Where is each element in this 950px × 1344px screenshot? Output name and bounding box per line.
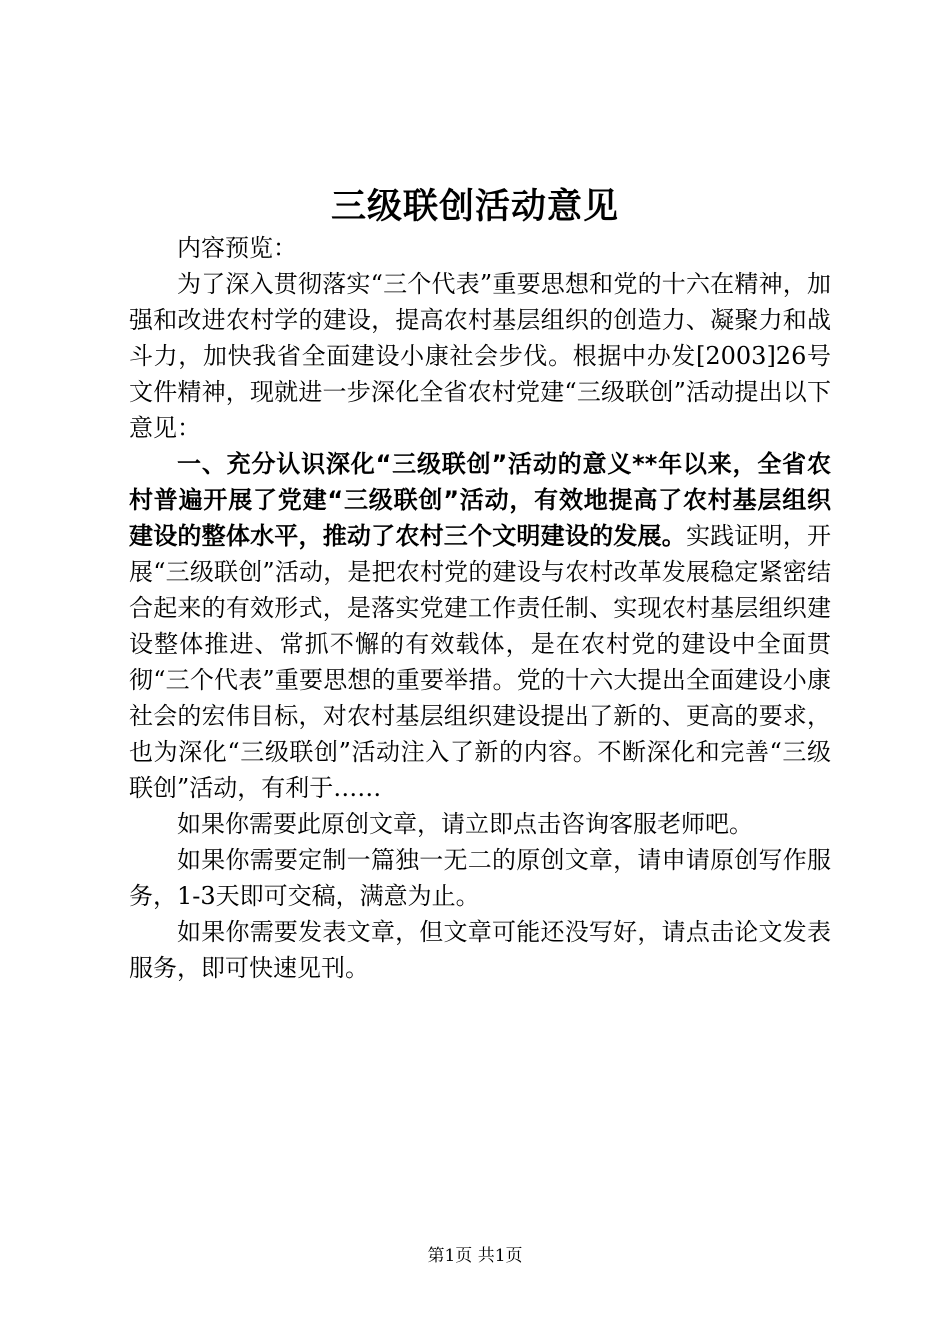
document-body	[129, 230, 831, 986]
preview-label: 内容预览：	[177, 234, 297, 262]
intro-paragraph: 为了深入贯彻落实“三个代表”重要思想和党的十六在精神，加强和改进农村学的建设，提高农村基层组织的创造力、凝聚力和战斗力，加快我省全面建设小康社会步伐。根据中办发[2003]26号文件精神，现就进一步深化全省农村党建“三级联创”活动提出以下意见：	[129, 270, 831, 442]
notice-publishing: 如果你需要发表文章，但文章可能还没写好，请点击论文发表服务，即可快速见刊。	[129, 918, 831, 982]
notice-custom-writing: 如果你需要定制一篇独一无二的原创文章，请申请原创写作服务，1-3天即可交稿，满意为止。	[129, 846, 831, 910]
section-one-heading: 一、充分认识深化“三级联创”活动的意义**年以来，全省农村普遍开展了党建“三级联创”活动，有效地提高了农村基层组织建设的整体水平，推动了农村三个文明建设的发展。	[129, 450, 831, 550]
section-one-paragraph	[129, 446, 831, 806]
notice-consult: 如果你需要此原创文章，请立即点击咨询客服老师吧。	[177, 810, 753, 838]
section-one-body: 实践证明，开展“三级联创”活动，是把农村党的建设与农村改革发展稳定紧密结合起来的有效形式，是落实党建工作责任制、实现农村基层组织建设整体推进、常抓不懈的有效载体，是在农村党的建设中全面贯彻“三个代表”重要思想的重要举措。党的十六大提出全面建设小康社会的宏伟目标，对农村基层组织建设提出了新的、更高的要求，也为深化“三级联创”活动注入了新的内容。不断深化和完善“三级联创”活动，有利于……	[129, 522, 832, 802]
page-number-footer: 第1页 共1页	[427, 1246, 523, 1266]
document-title: 三级联创活动意见	[330, 186, 619, 227]
